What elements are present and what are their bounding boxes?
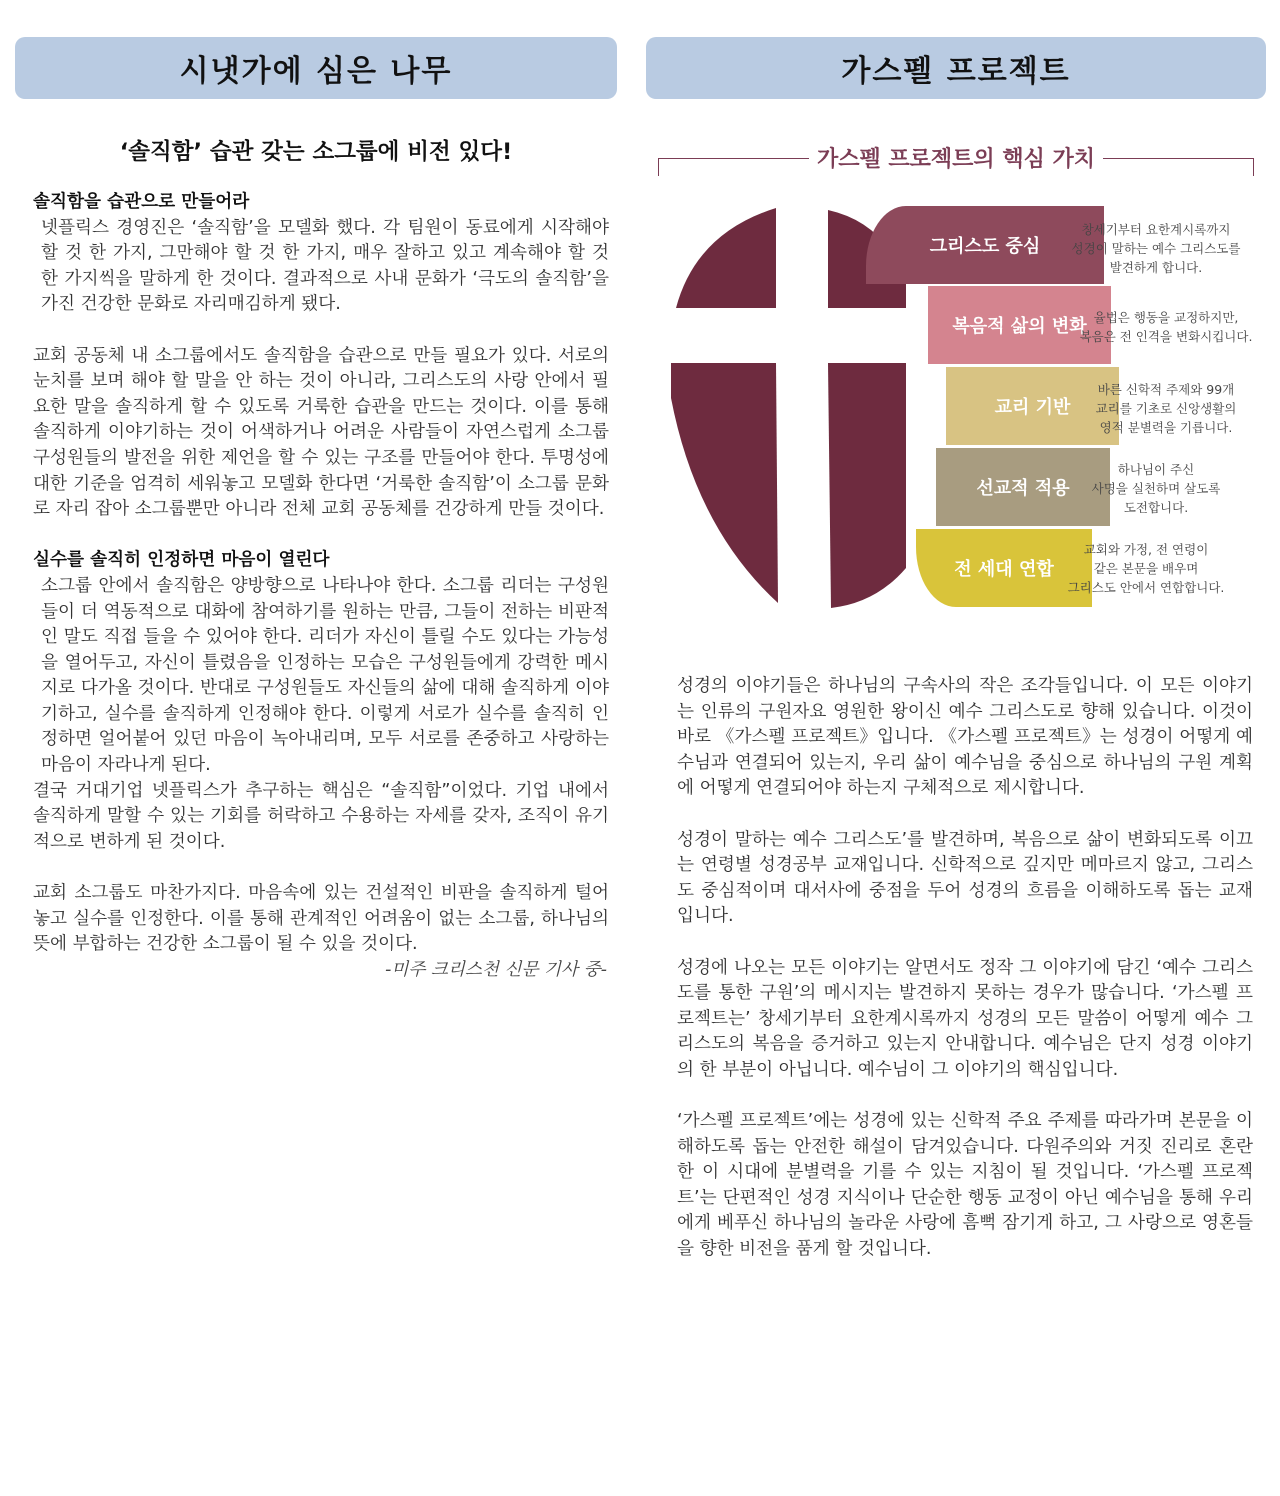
band-gospel-life-change: 복음적 삶의 변화 bbox=[928, 286, 1111, 364]
paragraph: 넷플릭스 경영진은 ‘솔직함’을 모델화 했다. 각 팀원이 동료에게 시작해야 할 것 한 가지, 그만해야 할 것 한 가지, 매우 잘하고 있고 계속해야 할 것 한 가지씩을 말하게 한 것이다. 결과적으로 사내 문화가 ‘극도의 솔직함’을 가진 건강한 문화로 자리매김하게 됐다. bbox=[41, 217, 609, 315]
paragraph: 성경의 이야기들은 하나님의 구속사의 작은 조각들입니다. 이 모든 이야기는 인류의 구원자요 영원한 왕이신 예수 그리스도로 향해 있습니다. 이것이 바로 《가스펠 프로젝트》입니다. 《가스펠 프로젝트》는 성경이 어떻게 예수님과 연결되어 있는지, 우리 삶이 예수님을 중심으로 하나님의 구원 계획에 어떻게 연결되어야 하는지 구체적으로 제시합니다. bbox=[677, 676, 1253, 799]
paragraph: 성경에 나오는 모든 이야기는 알면서도 정작 그 이야기에 담긴 ‘예수 그리스도를 통한 구원’의 메시지는 발견하지 못하는 경우가 많습니다. ‘가스펠 프로젝트는’ 창세기부터 요한계시록까지 성경의 모든 말씀이 어떻게 예수 그리스도의 복음을 증거하고 있는지 안내합니다. 예수님은 단지 성경 이야기의 한 부분이 아닙니다. 예수님이 그 이야기의 핵심입니다. bbox=[677, 957, 1253, 1080]
paragraph: 결국 거대기업 넷플릭스가 추구하는 핵심은 “솔직함”이었다. 기업 내에서 솔직하게 말할 수 있는 기회를 허락하고 수용하는 자세를 갖자, 조직이 유기적으로 변하게 된 것이다. bbox=[33, 780, 609, 852]
band-desc-christ-centered: 창세기부터 요한계시록까지 성경이 말하는 예수 그리스도를 발견하게 합니다. bbox=[1071, 222, 1241, 275]
paragraph: ‘가스펠 프로젝트’에는 성경에 있는 신학적 주요 주제를 따라가며 본문을 이해하도록 돕는 안전한 해설이 담겨있습니다. 다원주의와 거짓 진리로 혼란한 이 시대에 분별력을 기를 수 있는 지침이 될 것입니다. ‘가스펠 프로젝트’는 단편적인 성경 지식이나 단순한 행동 교정이 아닌 예수님을 통해 우리에게 베푸신 하나님의 놀라운 사랑에 흠뻑 잠기게 하고, 그 사랑으로 영혼들을 향한 비전을 품게 할 것입니다. bbox=[677, 1111, 1253, 1260]
left-headline: ‘솔직함’ 습관 갖는 소그룹에 비전 있다! bbox=[119, 139, 513, 165]
cross-quadrant-bottom-right bbox=[828, 363, 906, 608]
band-all-generations: 전 세대 연합 bbox=[916, 529, 1092, 607]
paragraph: 교회 소그룹도 마찬가지다. 마음속에 있는 건설적인 비판을 솔직하게 털어 놓고 실수를 인정한다. 이를 통해 관계적인 어려움이 없는 소그룹, 하나님의 뜻에 부합하는 건강한 소그룹이 될 수 있을 것이다. bbox=[33, 883, 609, 955]
cross-quadrant-bottom-left bbox=[671, 363, 778, 603]
band-doctrine-based: 교리 기반 bbox=[946, 367, 1119, 445]
band-desc-gospel-life-change: 율법은 행동을 교정하지만, 복음은 전 인격을 변화시킵니다. bbox=[1079, 310, 1253, 344]
band-desc-doctrine-based: 바른 신학적 주제와 99개 교리를 기초로 신앙생활의 영적 분별력을 기릅니다. bbox=[1095, 382, 1237, 435]
cross-quadrant-top-left bbox=[676, 208, 776, 308]
paragraph: 성경이 말하는 예수 그리스도’를 발견하며, 복음으로 삶이 변화되도록 이끄는 연령별 성경공부 교재입니다. 신학적으로 깊지만 메마르지 않고, 그리스도 중심적이며 대서사에 중점을 두어 성경의 흐름을 이해하도록 돕는 교재입니다. bbox=[677, 829, 1253, 927]
band-christ-centered: 그리스도 중심 bbox=[866, 206, 1104, 284]
section-heading: 솔직함을 습관으로 만들어라 bbox=[33, 192, 250, 212]
band-desc-all-generations: 교회와 가정, 전 연령이 같은 본문을 배우며 그리스도 안에서 연합합니다. bbox=[1067, 542, 1225, 595]
paragraph: 소그룹 안에서 솔직함은 양방향으로 나타나야 한다. 소그룹 리더는 구성원들이 더 역동적으로 대화에 참여하기를 원하는 만큼, 그들이 전하는 비판적인 말도 직접 들을 수 있어야 한다. 리더가 자신이 틀릴 수도 있다는 가능성을 열어두고, 자신이 틀렸음을 인정하는 모습은 구성원들에게 강력한 메시지로 다가올 것이다. 반대로 구성원들도 자신들의 삶에 대해 솔직하게 이야기하고, 실수를 솔직하게 인정해야 한다. 이렇게 서로가 실수를 솔직히 인정하면 얼어붙어 있던 마음이 녹아내리며, 모두 서로를 존중하고 사랑하는 마음이 자라나게 된다. bbox=[41, 575, 609, 776]
byline: -미주 크리스천 신문 기사 중- bbox=[384, 959, 607, 980]
band-missional-application: 선교적 적용 bbox=[936, 448, 1110, 526]
section-heading: 실수를 솔직히 인정하면 마음이 열린다 bbox=[33, 550, 330, 571]
left-banner: 시냇가에 심은 나무 bbox=[15, 37, 617, 99]
diagram-title: 가스펠 프로젝트의 핵심 가치 bbox=[656, 142, 1256, 173]
paragraph: 교회 공동체 내 소그룹에서도 솔직함을 습관으로 만들 필요가 있다. 서로의 눈치를 보며 해야 할 말을 안 하는 것이 아니라, 그리스도의 사랑 안에서 필요한 말을 솔직하게 할 수 있도록 거룩한 습관을 만드는 것이다. 이를 통해 솔직하게 이야기하는 것이 어색하거나 어려운 사람들이 자연스럽게 소그룹 구성원들의 발전을 위한 제언을 할 수 있는 구조를 만들어야 한다. 투명성에 대한 기준을 엄격히 세워놓고 모델화 한다면 ‘거룩한 솔직함’이 소그룹 문화로 자리 잡아 소그룹뿐만 아니라 전체 교회 공동체를 건강하게 만들 것이다. bbox=[33, 345, 609, 520]
core-values-diagram bbox=[656, 138, 1256, 638]
left-article bbox=[33, 190, 609, 983]
right-article bbox=[677, 674, 1253, 1263]
band-desc-missional-application: 하나님이 주신 사명을 실천하며 살도록 도전합니다. bbox=[1091, 462, 1221, 515]
right-banner: 가스펠 프로젝트 bbox=[646, 37, 1266, 99]
